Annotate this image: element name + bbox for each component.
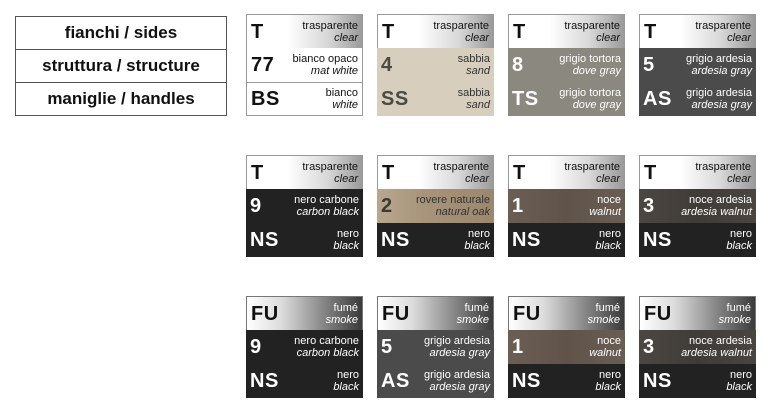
finish-code: NS [250,370,279,392]
sides-band [377,296,494,330]
finish-name-english: clear [465,172,489,185]
finish-name-english: black [464,240,490,252]
swatch-card [508,155,625,257]
finish-label [695,161,751,185]
legend-table [15,16,227,116]
finish-code: T [513,161,526,184]
handles-band [639,364,756,398]
swatch-card [246,14,363,116]
finish-label [416,194,490,218]
finish-name-english: walnut [589,206,621,218]
finish-label [681,194,752,218]
finish-code: 5 [381,336,393,358]
swatch-card [377,296,494,398]
finish-code: AS [381,370,410,392]
finish-name-english: carbon black [296,347,359,359]
finish-code: 77 [251,54,275,76]
finish-label [559,53,621,77]
finish-label [595,228,621,252]
finish-label [457,302,489,326]
sides-band [508,14,625,48]
finish-code: NS [643,370,672,392]
finish-name-italian: nero [336,228,359,240]
finish-name-italian: sabbia [457,87,490,99]
swatch-card [508,14,625,116]
finish-label [424,369,490,393]
handles-band [639,223,756,257]
finish-name-english: ardesia walnut [681,347,752,359]
finish-name-english: walnut [589,347,621,359]
swatch-card [246,296,363,398]
finish-name-italian: noce ardesia [689,335,752,347]
finish-code: NS [381,229,410,251]
sides-band [639,14,756,48]
handles-band [377,223,494,257]
finish-code: NS [643,229,672,251]
finish-code: 4 [381,54,393,76]
finish-label [294,335,359,359]
finish-label [293,53,358,77]
finish-label [333,228,359,252]
legend-sides: fianchi / sides [16,17,226,50]
finish-code: 3 [643,336,655,358]
finish-code: FU [251,302,279,325]
finish-label [681,335,752,359]
finish-code: FU [382,302,410,325]
finish-label [433,161,489,185]
finish-label [464,228,490,252]
sides-band [639,296,756,330]
finish-code: BS [251,88,280,110]
finish-name-italian: grigio tortora [559,87,621,99]
structure-band [508,48,625,82]
finish-name-italian: nero [336,369,359,381]
finish-code: 5 [643,54,655,76]
structure-band [508,189,625,223]
finish-label [458,87,490,111]
handles-band [246,82,363,116]
handles-band [639,82,756,116]
finish-name-english: black [595,381,621,393]
finish-name-italian: nero carbone [294,194,359,206]
finish-code: FU [644,302,672,325]
finish-name-english: dove gray [572,65,621,77]
finish-name-english: mat white [310,65,358,77]
legend-structure: struttura / structure [16,50,226,83]
finish-code: AS [643,88,672,110]
finish-label [726,228,752,252]
finish-name-italian: nero [729,228,752,240]
finish-label [559,87,621,111]
swatch-card [639,296,756,398]
finish-code: T [382,20,395,43]
finish-name-english: white [332,99,358,111]
finish-label [595,369,621,393]
finish-name-italian: noce [597,194,621,206]
finish-label [302,20,358,44]
finish-label [302,161,358,185]
finish-name-english: ardesia gray [691,65,752,77]
swatch-card [639,14,756,116]
finish-label [433,20,489,44]
finish-name-english: clear [465,31,489,44]
finish-label [686,87,752,111]
structure-band [639,48,756,82]
finish-name-italian: sabbia [457,53,490,65]
finish-name-italian: grigio ardesia [685,87,752,99]
finish-name-english: ardesia gray [429,347,490,359]
finish-name-english: black [333,381,359,393]
sides-band [246,155,363,189]
finish-label [719,302,751,326]
finish-code: 3 [643,195,655,217]
sides-band [639,155,756,189]
finish-code: T [251,20,264,43]
finish-name-english: dove gray [572,99,621,111]
finish-name-italian: nero [598,228,621,240]
handles-band [246,364,363,398]
finish-name-italian: fumé [595,301,620,314]
structure-band [639,330,756,364]
finish-code: T [382,161,395,184]
finish-name-italian: grigio tortora [559,53,621,65]
finish-name-italian: nero [598,369,621,381]
finish-label [726,369,752,393]
finish-code: 9 [250,336,262,358]
finish-name-italian: grigio ardesia [685,53,752,65]
handles-band [377,82,494,116]
finish-name-italian: noce [597,335,621,347]
finish-name-english: smoke [325,313,358,326]
finish-name-english: smoke [456,313,489,326]
finish-name-english: clear [334,31,358,44]
finish-label [294,194,359,218]
finish-name-english: natural oak [435,206,490,218]
handles-band [377,364,494,398]
finish-name-italian: fumé [726,301,751,314]
finish-code: NS [512,370,541,392]
handles-band [508,364,625,398]
finish-name-italian: rovere naturale [416,194,490,206]
finish-label [588,302,620,326]
finish-name-italian: trasparente [302,19,358,32]
swatch-card [246,155,363,257]
finish-code: FU [513,302,541,325]
finish-code: 8 [512,54,524,76]
finish-label [326,302,358,326]
finish-name-italian: grigio ardesia [423,335,490,347]
finish-name-english: ardesia gray [691,99,752,111]
finish-name-italian: bianco opaco [292,53,358,65]
finish-code: T [644,20,657,43]
finish-label [333,369,359,393]
finish-name-english: clear [596,31,620,44]
finish-code: 9 [250,195,262,217]
finish-name-english: sand [466,65,490,77]
finish-code: 2 [381,195,393,217]
finish-code: 1 [512,195,524,217]
finish-label [686,53,752,77]
structure-band [246,189,363,223]
finish-name-italian: noce ardesia [689,194,752,206]
finish-name-english: sand [466,99,490,111]
finish-name-english: ardesia gray [429,381,490,393]
finish-name-italian: fumé [333,301,358,314]
finish-name-english: clear [727,172,751,185]
finish-code: TS [512,88,539,110]
finish-name-italian: trasparente [433,19,489,32]
finish-name-english: black [726,381,752,393]
finish-name-italian: nero [467,228,490,240]
sides-band [377,14,494,48]
finish-code: T [513,20,526,43]
finish-code: T [251,161,264,184]
finish-label [564,161,620,185]
finish-name-english: smoke [587,313,620,326]
finish-label [424,335,490,359]
finish-label [695,20,751,44]
finish-name-english: clear [727,31,751,44]
finish-name-italian: trasparente [564,160,620,173]
swatch-card [377,14,494,116]
finish-name-italian: trasparente [433,160,489,173]
finish-name-english: clear [334,172,358,185]
structure-band [639,189,756,223]
finish-name-english: black [333,240,359,252]
finish-label [326,87,358,111]
finish-name-italian: grigio ardesia [423,369,490,381]
swatch-card [639,155,756,257]
finish-name-english: smoke [718,313,751,326]
structure-band [377,48,494,82]
sides-band [508,296,625,330]
sides-band [508,155,625,189]
finish-name-italian: trasparente [302,160,358,173]
handles-band [508,82,625,116]
sides-band [377,155,494,189]
finish-name-english: clear [596,172,620,185]
finish-code: T [644,161,657,184]
sides-band [246,296,363,330]
finish-name-english: ardesia walnut [681,206,752,218]
finish-code: NS [512,229,541,251]
structure-band [377,330,494,364]
structure-band [246,330,363,364]
finish-name-english: carbon black [296,206,359,218]
finish-code: SS [381,88,409,110]
finish-name-italian: fumé [464,301,489,314]
swatch-card [508,296,625,398]
finish-code: 1 [512,336,524,358]
finish-name-italian: trasparente [695,160,751,173]
finish-name-italian: bianco [325,87,358,99]
finish-name-english: black [726,240,752,252]
finish-label [458,53,490,77]
finish-name-english: black [595,240,621,252]
finish-label [589,194,621,218]
structure-band [246,48,363,82]
finish-name-italian: nero carbone [294,335,359,347]
finish-name-italian: trasparente [695,19,751,32]
structure-band [377,189,494,223]
finish-code: NS [250,229,279,251]
handles-band [508,223,625,257]
sides-band [246,14,363,48]
handles-band [246,223,363,257]
finish-label [589,335,621,359]
structure-band [508,330,625,364]
finish-name-italian: nero [729,369,752,381]
finish-name-italian: trasparente [564,19,620,32]
finish-label [564,20,620,44]
legend-handles: maniglie / handles [47,89,195,108]
swatch-card [377,155,494,257]
